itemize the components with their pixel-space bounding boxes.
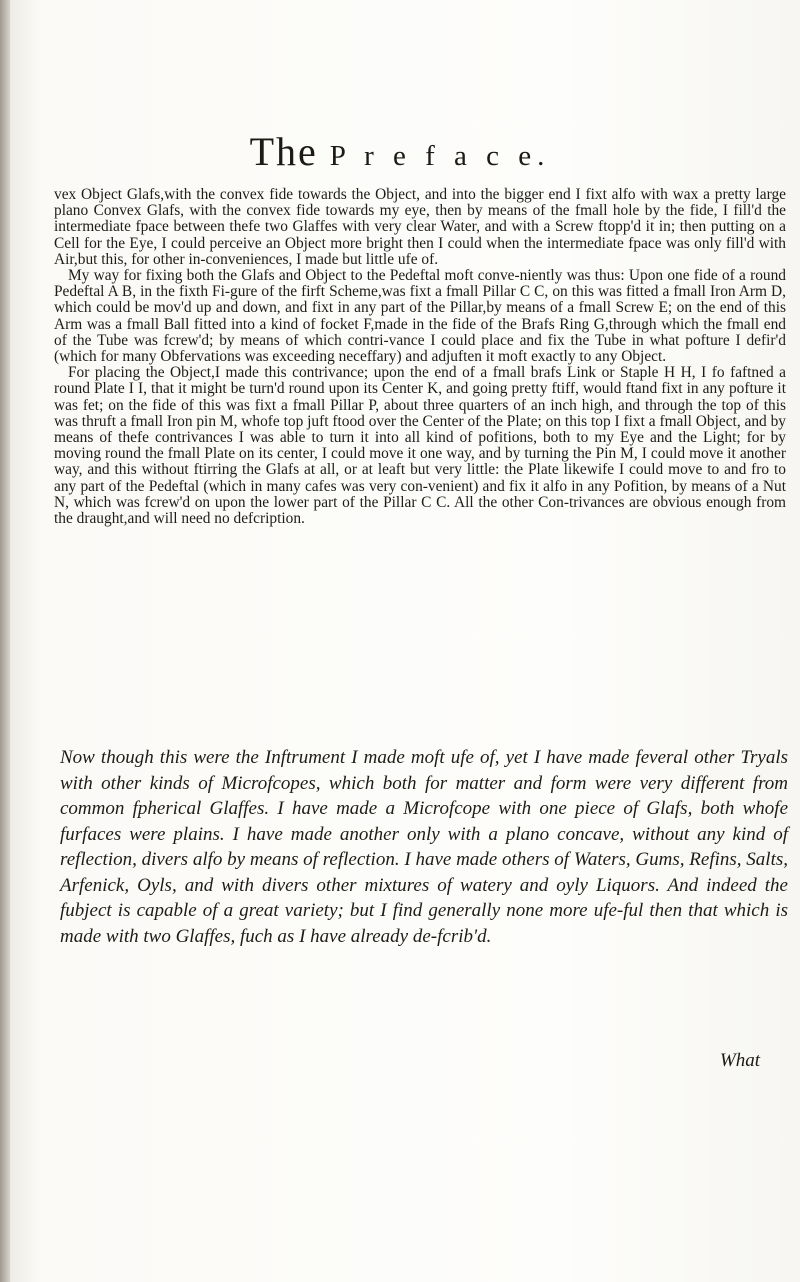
- paragraph-1: vex Object Glafs,with the convex fide towards the Object, and into the bigger end I fixt alfo with wax a pretty large plano Convex Glafs, with the convex fide towards my eye, then by means of the fmall hole by the fide, I fill'd the intermediate fpace between thefe two Glaffes with very clear Water, and with a Screw ftopp'd it in; then putting on a Cell for the Eye, I could perceive an Object more bright then I could when the intermediate fpace was only fill'd with Air,but this, for other in-conveniences, I made but little ufe of.: [54, 186, 786, 268]
- page-title: [0, 128, 800, 175]
- paragraph-2: My way for fixing both the Glafs and Object to the Pedeftal moft conve-niently was thus: Upon one fide of a round Pedeftal A B, in the fixth Fi-gure of the firft Scheme,was fixt a fmall Pillar C C, on this was fitted a fmall Iron Arm D, which could be mov'd up and down, and fixt in any part of the Pillar,by means of a fmall Screw E; on the end of this Arm was a fmall Ball fitted into a kind of focket F,made in the fide of the Brafs Ring G,through which the fmall end of the Tube was fcrew'd; by means of which contri-vance I could place and fix the Tube in what pofture I defir'd (which for many Obfervations was exceeding neceffary) and adjuften it moft exactly to any Object.: [54, 267, 786, 366]
- title-preface: P r e f a c e.: [329, 140, 551, 172]
- catchword: What: [719, 1050, 760, 1071]
- italic-paragraph: Now though this were the Inftrument I made moft ufe of, yet I have made feveral other Tryals with other kinds of Microfcopes, which both for matter and form were very different from common fpherical Glaffes. I have made a Microfcope with one piece of Glafs, both whofe furfaces were plains. I have made another only with a plano concave, without any kind of reflection, divers alfo by means of reflection. I have made others of Waters, Gums, Refins, Salts, Arfenick, Oyls, and with divers other mixtures of watery and oyly Liquors. And indeed the fubject is capable of a great variety; but I find generally none more ufe-ful then that which is made with two Glaffes, fuch as I have already de-fcrib'd.: [60, 747, 788, 947]
- paragraph-3: For placing the Object,I made this contrivance; upon the end of a fmall brafs Link or Staple H H, I fo faftned a round Plate I I, that it might be turn'd round upon its Center K, and going pretty ftiff, would ftand fixt in any pofture it was fet; on the fide of this was fixt a fmall Pillar P, about three quarters of an inch high, and through the top of this was thruft a fmall Iron pin M, whofe top juft ftood over the Center of the Plate; on this top I fixt a fmall Object, and by means of thefe contrivances I was able to turn it into all kind of pofitions, both to my Eye and the Light; for by moving round the fmall Plate on its center, I could move it one way, and by turning the Pin M, I could move it another way, and this without ftirring the Glafs at all, or at leaft but very little: the Plate likewife I could move to and fro to any part of the Pedeftal (which in many cafes was very con-venient) and fix it alfo in any Pofition, by means of a Nut N, which was fcrew'd on upon the lower part of the Pillar C C. All the other Con-trivances are obvious enough from the draught,and will need no defcription.: [54, 364, 786, 528]
- page-gutter: [0, 0, 10, 1282]
- title-the: The: [249, 129, 318, 174]
- body-text: [54, 187, 786, 527]
